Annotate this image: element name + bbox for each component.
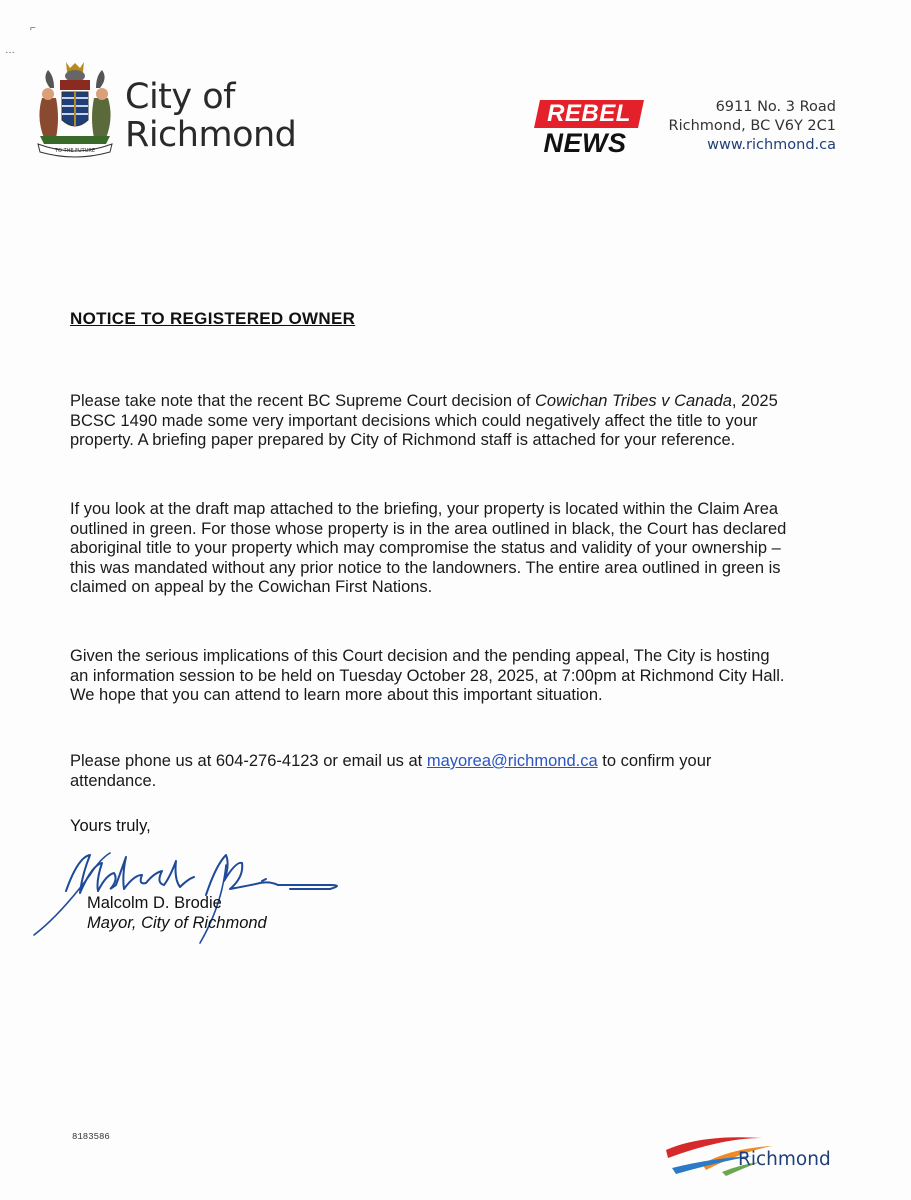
address-city: Richmond, BC V6Y 2C1 <box>668 118 836 134</box>
rebel-news-watermark <box>533 100 645 160</box>
document-number: 8183586 <box>72 1132 110 1142</box>
scan-mark: ⌐ <box>30 23 36 34</box>
p4-text-start: Please phone us at 604-276-4123 or email us at <box>70 752 427 770</box>
paragraph-info-session: Given the serious implications of this Court decision and the pending appeal, The City is hosting an information session to be held on Tuesday October 28, 2025, at 7:00pm at Richmond City Hall. We hope that you can attend to learn more about this important situation. <box>70 647 785 704</box>
signer-name: Malcolm D. Brodie <box>87 894 222 912</box>
rebel-news-banner <box>534 100 644 128</box>
crest-motto: TO THE FUTURE <box>54 148 96 154</box>
paragraph-claim-area: If you look at the draft map attached to the briefing, your property is located within the Claim Area outlined in green. For those whose property is in the area outlined in black, the Court has declared aboriginal title to your property which may compromise the status and validity of your ownership – this was mandated without any prior notice to the landowners. The entire area outlined in green is claimed on appeal by the Cowichan First Nations. <box>70 500 787 596</box>
p1-text-start: Please take note that the recent BC Supreme Court decision of <box>70 392 536 410</box>
rebel-news-top-text: REBEL <box>547 100 631 127</box>
letter-heading: NOTICE TO REGISTERED OWNER <box>70 309 356 328</box>
closing: Yours truly, <box>70 817 151 835</box>
p4-text-end: to confirm your attendance. <box>70 752 712 790</box>
paragraph-contact <box>70 752 790 791</box>
paragraph-court-decision <box>70 392 790 451</box>
signer-title: Mayor, City of Richmond <box>87 914 267 932</box>
city-crest-icon <box>30 58 120 158</box>
city-name-line2: Richmond <box>125 115 297 155</box>
p1-text-end: , 2025 BCSC 1490 made some very important decisions which could negatively affect the title to your property. A briefing paper prepared by City of Richmond staff is attached for your reference. <box>70 392 778 449</box>
case-name: Cowichan Tribes v Canada <box>535 392 732 410</box>
city-name-line1: City of <box>125 77 235 117</box>
footer-logo-text: Richmond <box>738 1149 831 1170</box>
city-address <box>669 98 837 155</box>
city-name <box>125 78 296 154</box>
scan-mark: … <box>5 45 15 56</box>
rebel-news-bottom-text: NEWS <box>543 128 627 158</box>
city-website: www.richmond.ca <box>707 137 836 153</box>
address-street: 6911 No. 3 Road <box>715 99 836 115</box>
email-link[interactable]: mayorea@richmond.ca <box>426 752 598 770</box>
